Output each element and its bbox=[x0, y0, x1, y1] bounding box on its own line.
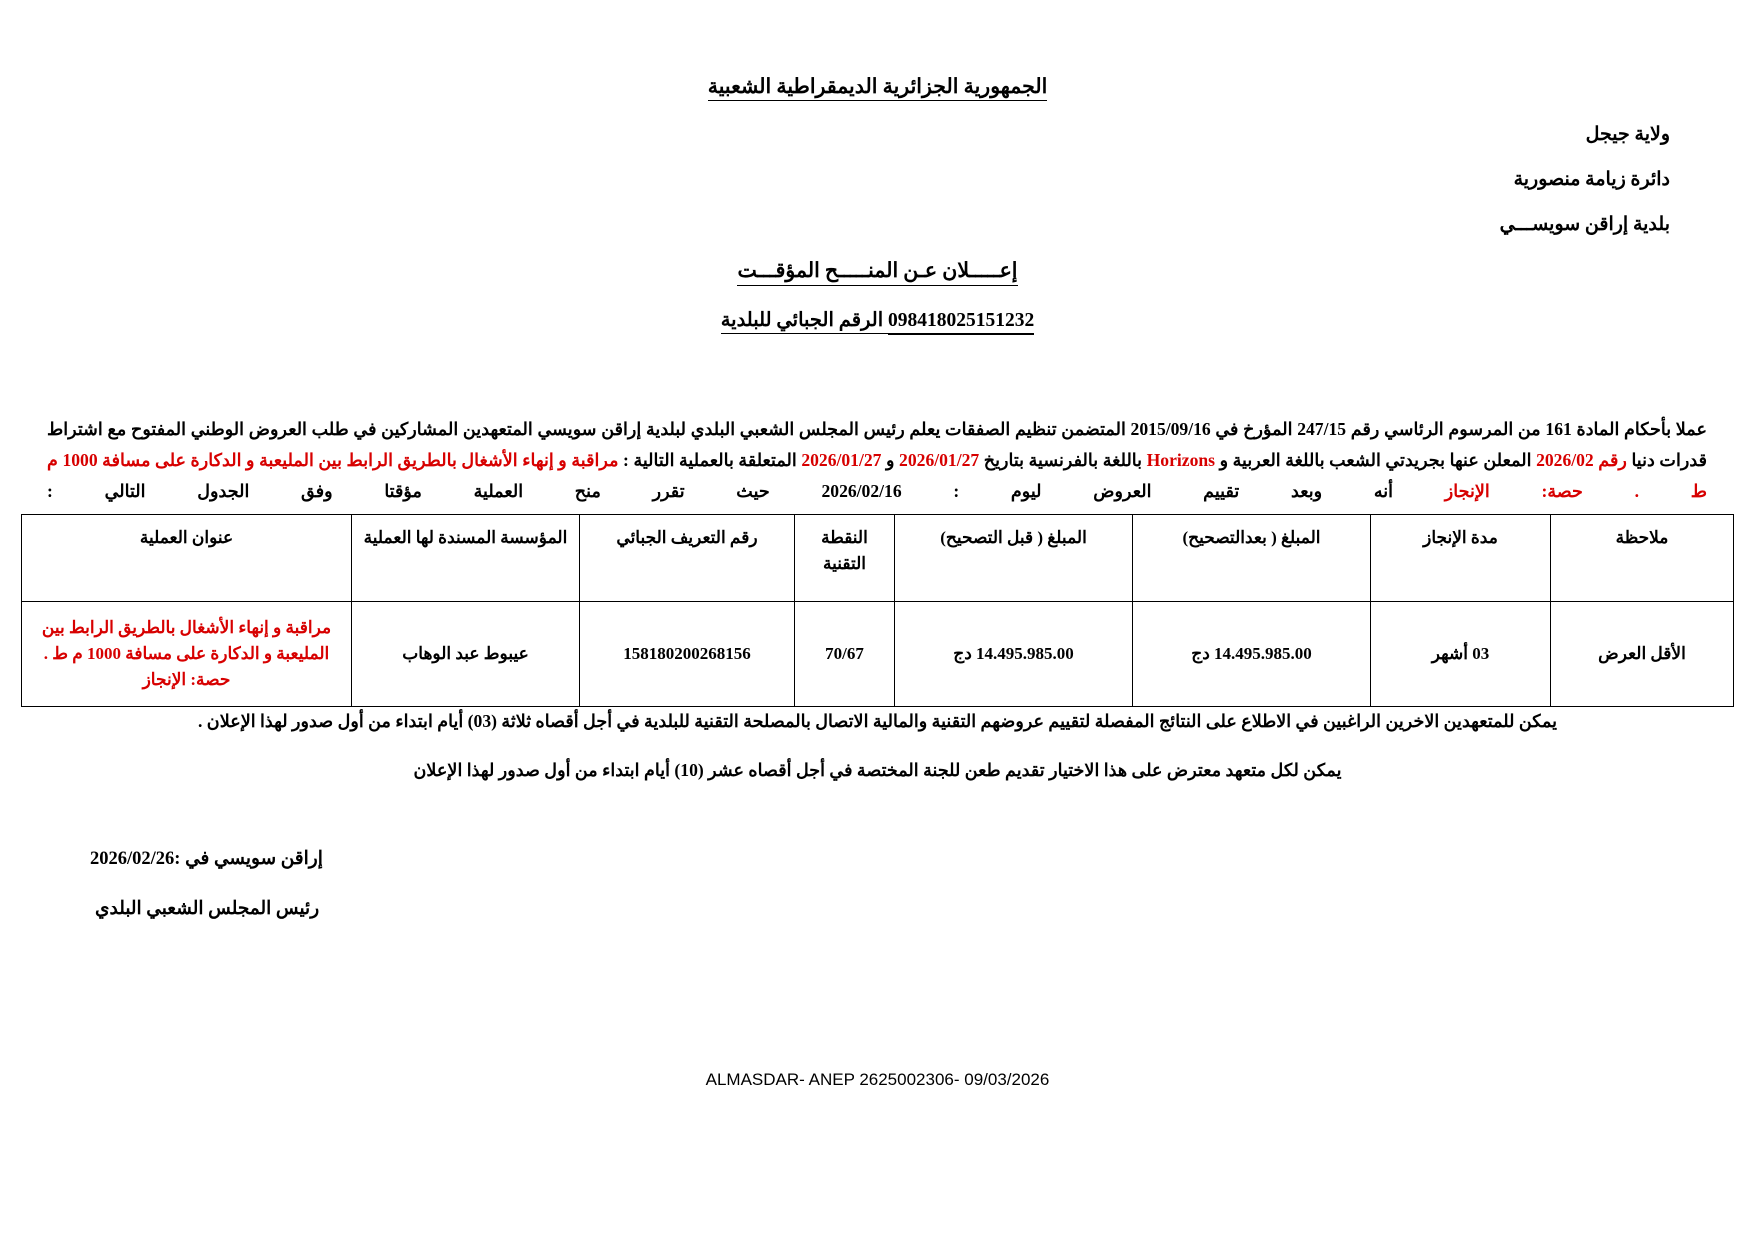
award-table bbox=[21, 514, 1734, 707]
cell-tax-id bbox=[580, 602, 795, 707]
municipal-tax-number bbox=[0, 308, 1755, 335]
municipal-tax-number-inner bbox=[721, 310, 1035, 334]
tax-number-value: 098418025151232 bbox=[888, 310, 1034, 335]
cell-technical-score-value: 70/67 bbox=[825, 644, 864, 663]
body-segment-1: عملا بأحكام المادة 161 من المرسوم الرئاسي رقم 247/15 المؤرخ في 2015/09/16 المتضمن تنظيم الصفقات يعلم رئيس المجلس الشعبي البلدي لبلدية إراقن سويسي المتعهدين المشاركين في طلب العروض الوطني المفتوح مع اشتراط قدرات دنيا bbox=[47, 419, 1707, 470]
table-header-row bbox=[22, 515, 1734, 602]
page-title bbox=[0, 258, 1755, 283]
table-header-amount-after: المبلغ ( بعدالتصحيح) bbox=[1133, 515, 1371, 602]
table-header-company: المؤسسة المسندة لها العملية bbox=[352, 515, 580, 602]
table-header-technical-score: النقطة التقنية bbox=[795, 515, 895, 602]
table-row bbox=[22, 602, 1734, 707]
note-detailed-results: يمكن للمتعهدين الاخرين الراغبين في الاطلاع على النتائج المفصلة لتقييم عروضهم التقنية والمالية الاتصال بالمصلحة التقنية للبلدية في أجل أقصاه ثلاثة (03) أيام ابتداء من أول صدور لهذا الإعلان . bbox=[197, 711, 1558, 731]
footer-reference: ALMASDAR- ANEP 2625002306- 09/03/2026 bbox=[705, 1070, 1050, 1089]
cell-operation-title: مراقبة و إنهاء الأشغال بالطريق الرابط بين المليعبة و الدكارة على مسافة 1000 م ط . حصة: الإنجاز bbox=[22, 602, 352, 707]
body-segment-7: و bbox=[881, 450, 900, 470]
table-header-tax-id: رقم التعريف الجبائي bbox=[580, 515, 795, 602]
body-publish-date-2: 2026/01/27 bbox=[801, 450, 882, 470]
cell-duration: 03 أشهر bbox=[1371, 602, 1551, 707]
cell-tax-id-value: 158180200268156 bbox=[623, 644, 751, 663]
body-newspaper-horizons: Horizons bbox=[1146, 450, 1216, 470]
award-table-container bbox=[22, 514, 1734, 707]
body-segment-5: باللغة بالفرنسية بتاريخ bbox=[979, 450, 1147, 470]
body-segment-3: المعلن عنها بجريدتي الشعب باللغة العربية و bbox=[1215, 450, 1537, 470]
cell-technical-score bbox=[795, 602, 895, 707]
body-segment-13: حيث تقرر منح العملية مؤقتا وفق الجدول التالي : bbox=[47, 481, 822, 501]
republic-header-text: الجمهورية الجزائرية الديمقراطية الشعبية bbox=[708, 76, 1048, 101]
province-line: ولاية جيجل bbox=[1585, 124, 1670, 145]
cell-company: عيبوط عبد الوهاب bbox=[352, 602, 580, 707]
body-tender-number: رقم 2026/02 bbox=[1536, 450, 1627, 470]
cell-amount-after: 14.495.985.00 دج bbox=[1133, 602, 1371, 707]
table-header-duration: مدة الإنجاز bbox=[1371, 515, 1551, 602]
republic-header bbox=[0, 74, 1755, 99]
announcement-body bbox=[47, 414, 1707, 507]
body-operation-title: مراقبة و إنهاء الأشغال بالطريق الرابط بين المليعبة و الدكارة على مسافة 1000 م ط . حصة: الإنجاز bbox=[47, 450, 1707, 501]
tax-number-label: الرقم الجبائي للبلدية bbox=[721, 310, 883, 334]
signature-role: رئيس المجلس الشعبي البلدي bbox=[95, 899, 320, 919]
cell-note: الأقل العرض bbox=[1551, 602, 1734, 707]
district-line: دائرة زيامة منصورية bbox=[1513, 169, 1670, 190]
table-header-amount-before: المبلغ ( قبل التصحيح) bbox=[895, 515, 1133, 602]
body-segment-11: أنه وبعد تقييم العروض ليوم : bbox=[901, 481, 1445, 501]
table-header-note: ملاحظة bbox=[1551, 515, 1734, 602]
signature-place-date: إراقن سويسي في :2026/02/26 bbox=[90, 849, 323, 869]
body-evaluation-date: 2026/02/16 bbox=[821, 481, 902, 501]
body-segment-9: المتعلقة بالعملية التالية : bbox=[618, 450, 802, 470]
cell-amount-before: 14.495.985.00 دج bbox=[895, 602, 1133, 707]
table-header-operation-title: عنوان العملية bbox=[22, 515, 352, 602]
body-publish-date-1: 2026/01/27 bbox=[899, 450, 980, 470]
commune-line: بلدية إراقن سويســـي bbox=[1499, 214, 1670, 235]
page-title-text: إعـــــلان عـن المنـــــح المؤقـــت bbox=[737, 260, 1017, 286]
note-appeal: يمكن لكل متعهد معترض على هذا الاختيار تقديم طعن للجنة المختصة في أجل أقصاه عشر (10) أيام ابتداء من أول صدور لهذا الإعلان bbox=[413, 760, 1342, 780]
